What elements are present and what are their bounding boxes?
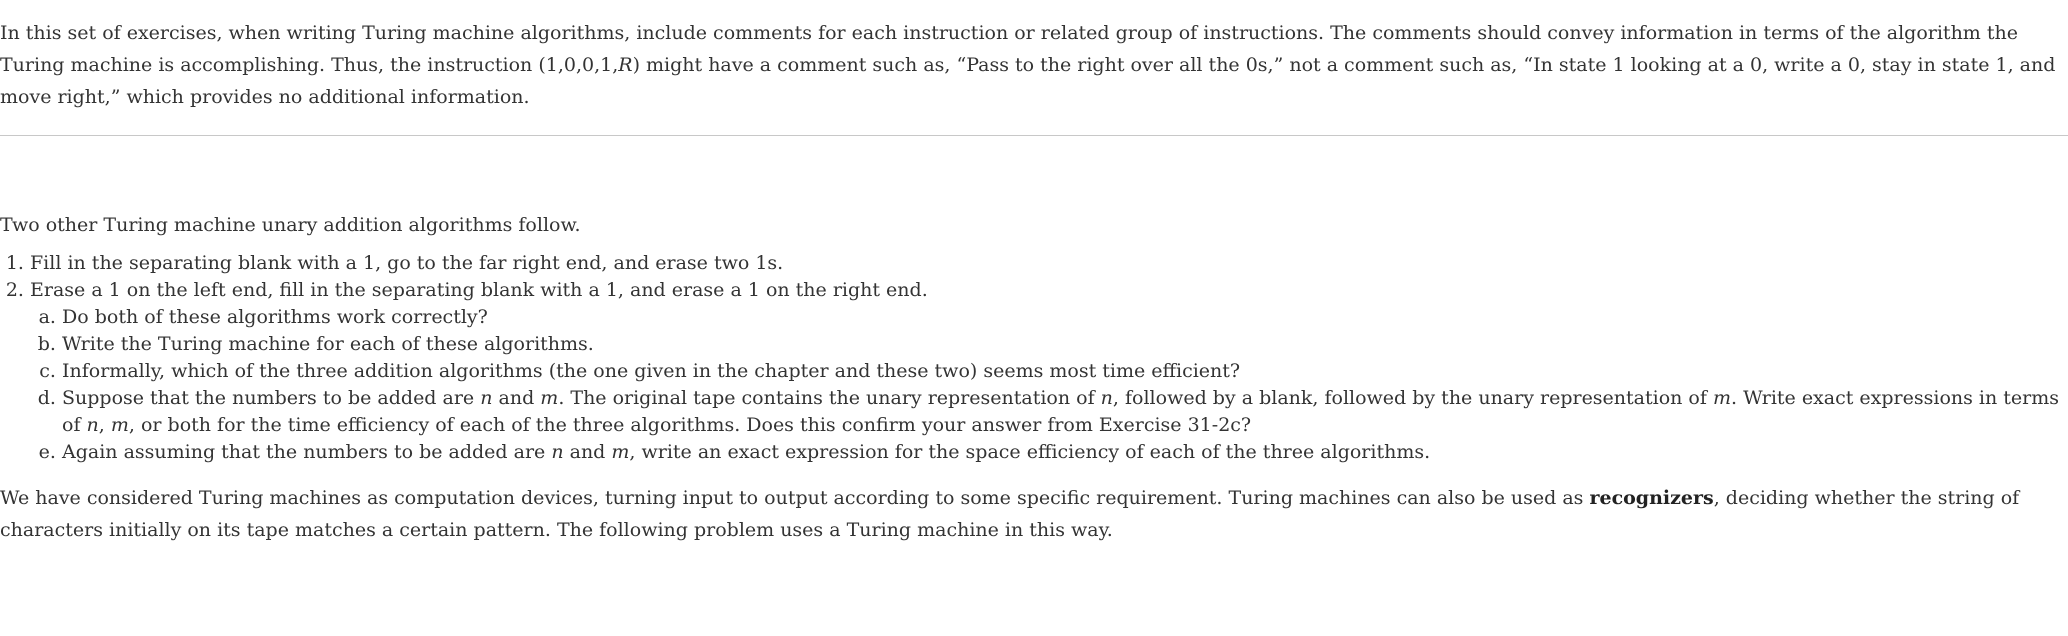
var-n: n xyxy=(86,414,99,436)
question-d-text-7: , or both for the time efficiency of each of the three algorithms. Does this confirm your answer from Exercise 31-2c? xyxy=(128,414,1252,436)
question-d-text-5: . Write exact expressions in terms of xyxy=(62,387,2059,436)
instructions-text-1: In this set of exercises, when writing Turing machine algorithms, include comments for each instruction or related group of instructions. The comments should convey information in terms of the algorithm the Turing machine is accomplishing. Thus, the instruction (1,0,0,1, xyxy=(0,22,2018,76)
question-d-text-6: , xyxy=(98,414,111,436)
algorithm-list xyxy=(0,250,2068,466)
question-d-text-1: Suppose that the numbers to be added are xyxy=(62,387,481,409)
question-d xyxy=(62,385,2068,439)
question-d-text-3: . The original tape contains the unary representation of xyxy=(558,387,1101,409)
var-n: n xyxy=(551,441,564,463)
question-b-text: Write the Turing machine for each of these algorithms. xyxy=(62,333,594,355)
exercise-lead-text: Two other Turing machine unary addition algorithms follow. xyxy=(0,214,581,236)
question-e xyxy=(62,439,2068,466)
question-d-text-2: and xyxy=(492,387,541,409)
var-n: n xyxy=(1100,387,1113,409)
recognizers-text-1: We have considered Turing machines as computation devices, turning input to output according to some specific requirement. Turing machines can also be used as xyxy=(0,487,1590,509)
question-e-text-2: and xyxy=(563,441,612,463)
recognizers-paragraph xyxy=(0,482,2068,546)
question-a xyxy=(62,304,2068,331)
question-d-text-4: , followed by a blank, followed by the unary representation of xyxy=(1112,387,1713,409)
instructions-text-2: ) might have a comment such as, “Pass to the right over all the 0s,” not a comment such as, “In state 1 looking at a 0, write a 0, stay in state 1, and move right,” which provides no additional information. xyxy=(0,54,2056,108)
algorithm-item-1 xyxy=(30,250,2068,277)
var-m: m xyxy=(110,414,129,436)
question-e-text-3: , write an exact expression for the space efficiency of each of the three algorithms. xyxy=(629,441,1431,463)
question-c-text: Informally, which of the three addition algorithms (the one given in the chapter and these two) seems most time efficient? xyxy=(62,360,1241,382)
var-m: m xyxy=(611,441,630,463)
question-c xyxy=(62,358,2068,385)
instructions-italic-r: R xyxy=(618,54,633,76)
var-m: m xyxy=(1712,387,1731,409)
section-divider xyxy=(0,135,2068,136)
algorithm-item-2-text: Erase a 1 on the left end, fill in the separating blank with a 1, and erase a 1 on the right end. xyxy=(30,279,928,301)
var-n: n xyxy=(480,387,493,409)
question-b xyxy=(62,331,2068,358)
algorithm-item-1-text: Fill in the separating blank with a 1, go to the far right end, and erase two 1s. xyxy=(30,252,784,274)
question-a-text: Do both of these algorithms work correctly? xyxy=(62,306,488,328)
question-e-text-1: Again assuming that the numbers to be added are xyxy=(62,441,552,463)
algorithm-item-2 xyxy=(30,277,2068,466)
recognizers-term: recognizers xyxy=(1589,487,1714,509)
instructions-paragraph xyxy=(0,17,2068,113)
recognizers-text-2: , deciding whether the string of characters initially on its tape matches a certain pattern. The following problem uses a Turing machine in this way. xyxy=(0,487,2020,541)
question-list xyxy=(30,304,2068,466)
var-m: m xyxy=(540,387,559,409)
